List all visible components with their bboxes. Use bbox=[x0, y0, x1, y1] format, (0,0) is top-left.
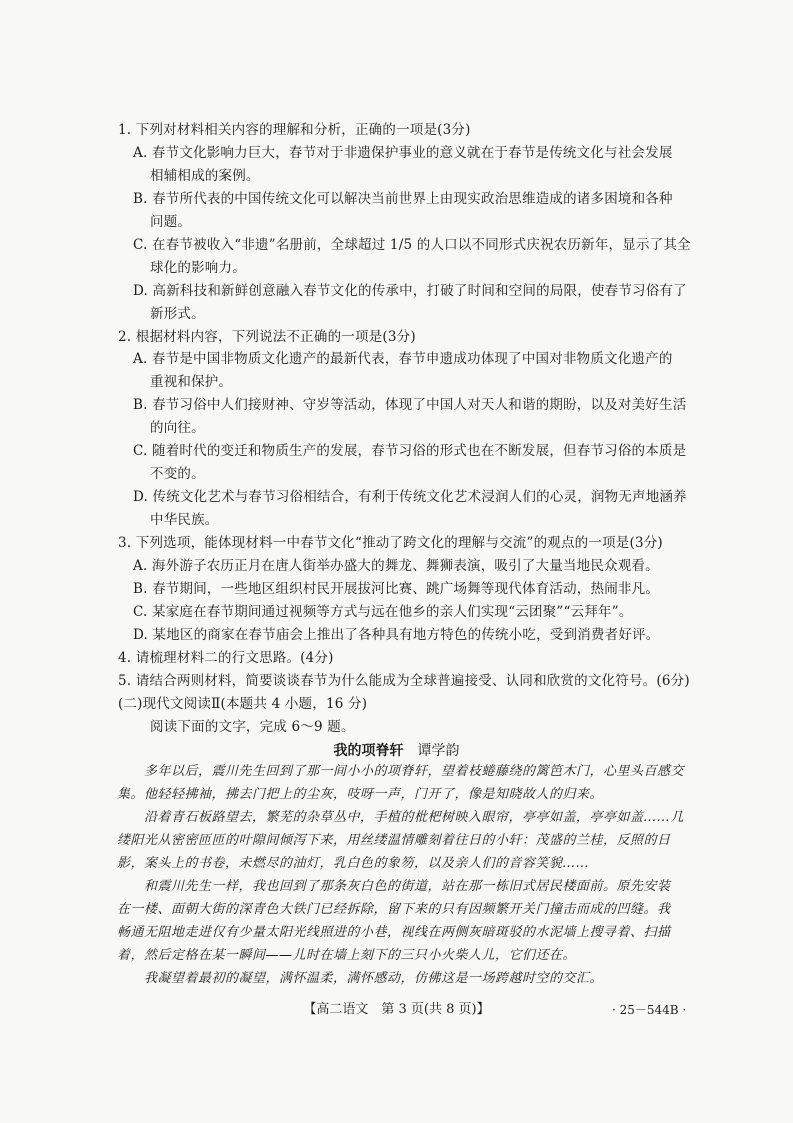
question-1-option-b: B. 春节所代表的中国传统文化可以解决当前世界上由现实政治思维造成的诸多困境和各种 bbox=[133, 191, 673, 207]
article-paragraph-3-line-4: 着，然后定格在某一瞬间——儿时在墙上刻下的三只小火柴人儿，它们还在。 bbox=[117, 948, 577, 963]
article-paragraph-3-line-2: 在一楼、面朝大街的深青色大铁门已经拆除，留下来的只有因频繁开关门撞击而成的凹缝。我 bbox=[117, 902, 671, 917]
question-2-option-b-cont: 的向往。 bbox=[150, 420, 205, 436]
page-footer: 【高二语文 第 3 页(共 8 页)】 bbox=[303, 1002, 490, 1017]
section-instruction: 阅读下面的文字，完成 6～9 题。 bbox=[150, 719, 355, 735]
question-3-option-b: B. 春节期间，一些地区组织村民开展拔河比赛、跳广场舞等现代体育活动，热闹非凡。 bbox=[133, 581, 660, 597]
question-5: 5. 请结合两则材料，简要谈谈春节为什么能成为全球普遍接受、认同和欣赏的文化符号。(6分) bbox=[118, 673, 690, 689]
article-paragraph-1-line-2: 集。他轻轻拂袖，拂去门把上的尘灰，吱呀一声，门开了，像是知晓故人的归来。 bbox=[117, 787, 604, 802]
question-2-option-c-cont: 不变的。 bbox=[150, 466, 205, 482]
article-paragraph-3-line-3: 畅通无阻地走进仅有少量太阳光线照进的小巷，视线在两侧灰暗斑驳的水泥墙上搜寻着、扫描 bbox=[117, 925, 671, 940]
question-2-option-a: A. 春节是中国非物质文化遗产的最新代表，春节申遗成功体现了中国对非物质文化遗产的 bbox=[133, 351, 673, 367]
question-2-option-b: B. 春节习俗中人们接财神、守岁等活动，体现了中国人对天人和谐的期盼，以及对美好生活 bbox=[133, 397, 687, 413]
question-1-option-d: D. 高新科技和新鲜创意融入春节文化的传承中，打破了时间和空间的局限，使春节习俗有了 bbox=[133, 283, 687, 299]
question-3-option-d: D. 某地区的商家在春节庙会上推出了各种具有地方特色的传统小吃，受到消费者好评。 bbox=[133, 627, 660, 643]
question-1-option-b-cont: 问题。 bbox=[150, 214, 192, 230]
article-paragraph-3-line-1: 和震川先生一样，我也回到了那条灰白色的街道，站在那一栋旧式居民楼面前。原先安装 bbox=[144, 879, 671, 894]
question-1-stem: 1. 下列对材料相关内容的理解和分析，正确的一项是(3分) bbox=[118, 122, 471, 138]
question-1-option-d-cont: 新形式。 bbox=[150, 306, 205, 322]
question-2-option-d-cont: 中华民族。 bbox=[150, 512, 219, 528]
question-3-stem: 3. 下列选项，能体现材料一中春节文化“推动了跨文化的理解与交流”的观点的一项是(3分) bbox=[118, 535, 663, 551]
article-author: 谭学韵 bbox=[417, 743, 460, 759]
question-2-stem: 2. 根据材料内容，下列说法不正确的一项是(3分) bbox=[118, 329, 416, 345]
article-paragraph-1-line-1: 多年以后，震川先生回到了那一间小小的项脊轩，望着枝蜷藤绕的篱笆木门，心里头百感交 bbox=[144, 764, 685, 779]
paper-code: · 25－544B · bbox=[612, 1003, 687, 1017]
article-title: 我的项脊轩 bbox=[333, 743, 404, 759]
article-paragraph-2-line-1: 沿着青石板路望去，繁芜的杂草丛中，手植的枇杷树映入眼帘，亭亭如盖，亭亭如盖……几 bbox=[144, 810, 685, 825]
article-paragraph-4-line-1: 我凝望着最初的凝望，满怀温柔，满怀感动，仿佛这是一场跨越时空的交汇。 bbox=[144, 971, 604, 986]
question-3-option-a: A. 海外游子农历正月在唐人街举办盛大的舞龙、舞狮表演，吸引了大量当地民众观看。 bbox=[133, 558, 659, 574]
question-2-option-a-cont: 重视和保护。 bbox=[150, 374, 233, 390]
article-paragraph-2-line-2: 缕阳光从密密匝匝的叶隙间倾泻下来，用丝缕温情雕刻着往日的小轩：茂盛的兰桂，反照的日 bbox=[117, 833, 671, 848]
question-2-option-d: D. 传统文化艺术与春节习俗相结合，有利于传统文化艺术浸润人们的心灵，润物无声地涵养 bbox=[133, 489, 687, 505]
question-4: 4. 请梳理材料二的行文思路。(4分) bbox=[118, 650, 334, 666]
question-1-option-a: A. 春节文化影响力巨大，春节对于非遗保护事业的意义就在于春节是传统文化与社会发展 bbox=[133, 145, 673, 161]
section-heading: (二)现代文阅读Ⅱ(本题共 4 小题，16 分) bbox=[118, 696, 368, 712]
article-paragraph-2-line-3: 影，案头上的书卷，未燃尽的油灯，乳白色的象笏，以及亲人们的音容笑貌…… bbox=[117, 856, 590, 871]
article-title-line bbox=[0, 739, 793, 763]
question-1-option-c-cont: 球化的影响力。 bbox=[150, 260, 246, 276]
question-1-option-a-cont: 相辅相成的案例。 bbox=[150, 168, 260, 184]
question-3-option-c: C. 某家庭在春节期间通过视频等方式与远在他乡的亲人们实现“云团聚”“云拜年”。 bbox=[133, 604, 633, 620]
question-1-option-c: C. 在春节被收入“非遗”名册前，全球超过 1/5 的人口以不同形式庆祝农历新年，显示了其全 bbox=[133, 237, 691, 253]
question-2-option-c: C. 随着时代的变迁和物质生产的发展，春节习俗的形式也在不断发展，但春节习俗的本质是 bbox=[133, 443, 687, 459]
